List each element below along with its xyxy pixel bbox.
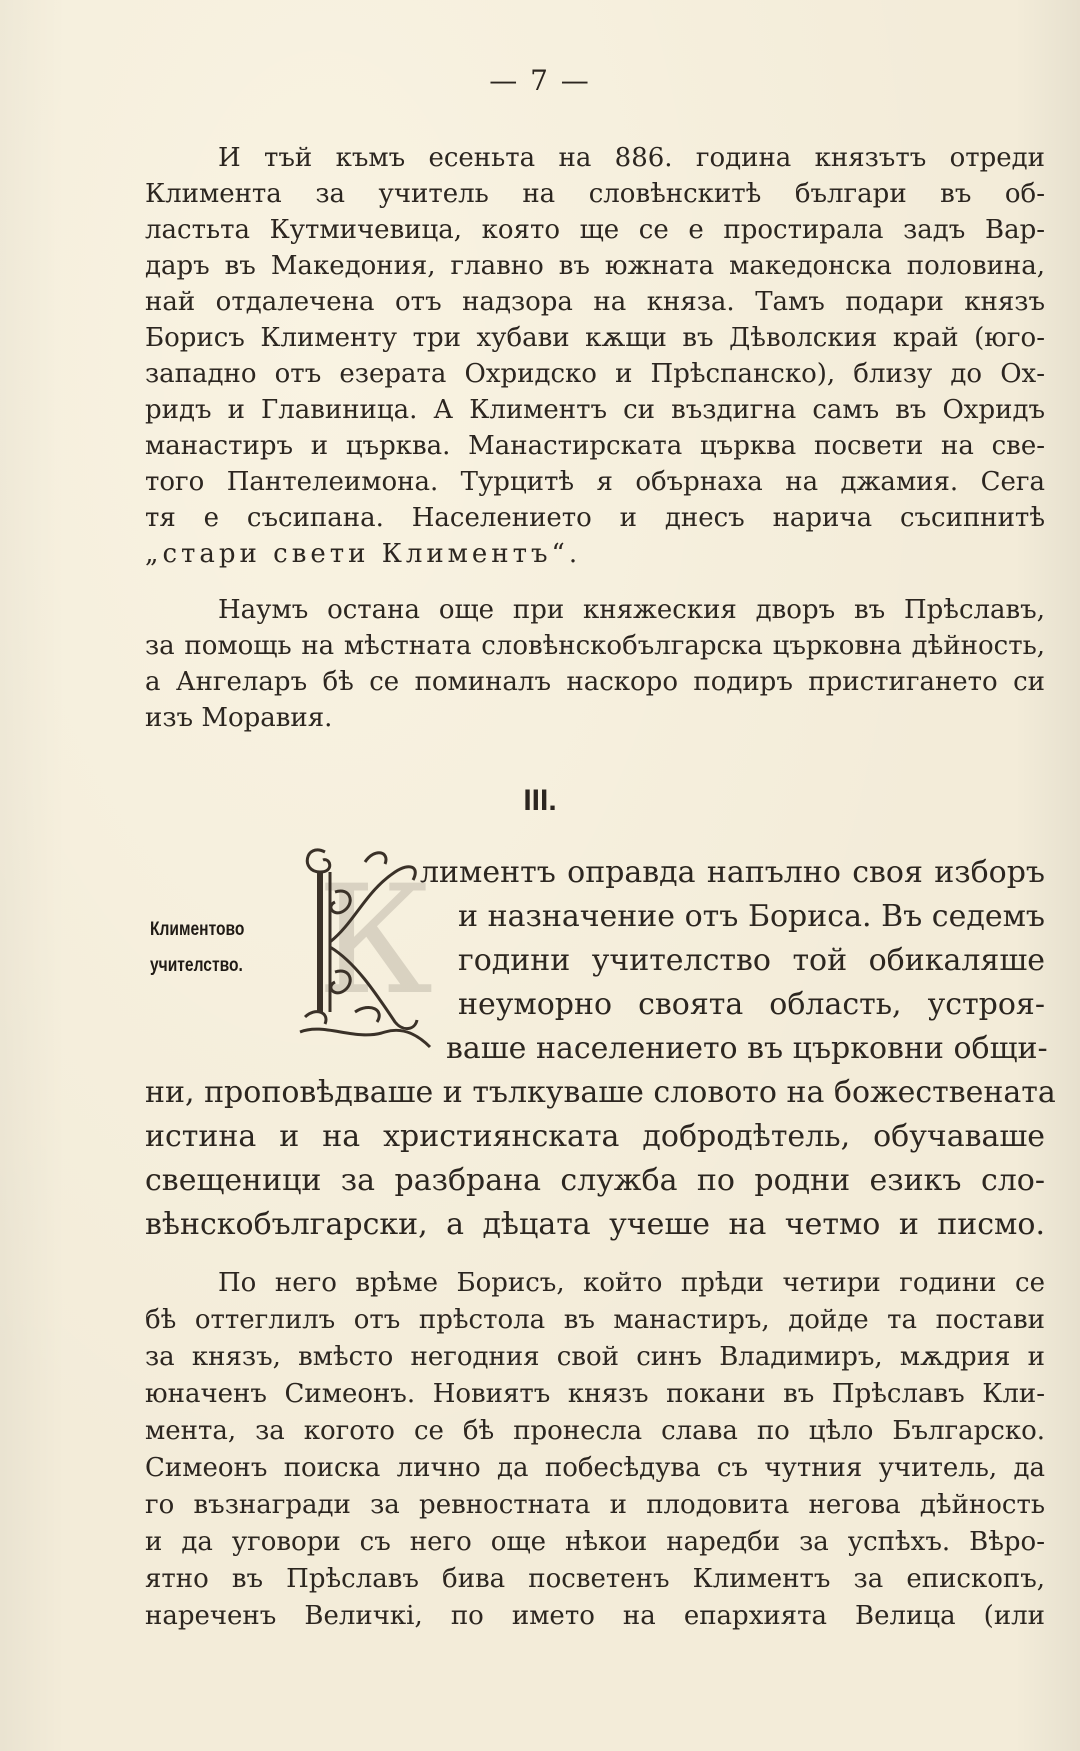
text-line: Наумъ остана още при княжеския дворъ въ Прѣславъ, — [218, 595, 1045, 625]
text-line: ни, проповѣдваше и тълкуваше словото на божествената — [145, 1075, 1056, 1110]
text-line: свещеници за разбрана служба по родни езикъ сло- — [145, 1163, 1045, 1198]
text-line: бѣ оттеглилъ отъ прѣстола въ манастиръ, дойде та постави — [145, 1305, 1045, 1335]
text-line: за помощь на мѣстната словѣнскобългарска църковна дѣйность, — [145, 631, 1045, 661]
text-line: години учителство той обикаляше — [458, 943, 1045, 978]
text-line: лиментъ оправда напълно своя изборъ — [420, 855, 1045, 890]
margin-note-line: учителство. — [150, 955, 243, 976]
text-line: и назначение отъ Бориса. Въ седемъ — [458, 899, 1045, 934]
section-heading: III. — [523, 784, 557, 817]
text-line: Борисъ Клименту три хубави кѫщи въ Дѣволския край (юго- — [145, 323, 1045, 353]
text-line: ридъ и Главиница. А Климентъ си въздигна самъ въ Охридъ — [145, 395, 1045, 425]
text-line: Симеонъ поиска лично да побесѣдува съ чутния учитель, да — [145, 1453, 1045, 1483]
ornamental-drop-cap — [295, 832, 435, 1062]
text-line: того Пантелеимона. Турцитѣ я обърнаха на джамия. Сега — [145, 467, 1045, 497]
text-line: По него врѣме Борисъ, който прѣди четири години се — [218, 1268, 1045, 1298]
text-line: ластьта Кутмичевица, която ще се е простирала задъ Вар- — [145, 215, 1045, 245]
text-line: ваше населението въ църковни общи- — [446, 1031, 1048, 1066]
text-line: истина и на християнската добродѣтель, обучаваше — [145, 1119, 1045, 1154]
text-line: манастиръ и църква. Манастирската църква посвети на све- — [145, 431, 1045, 461]
drop-cap-letter: К — [317, 854, 434, 1028]
page-number: — 7 — — [489, 64, 591, 97]
text-line: най отдалечена отъ надзора на княза. Тамъ подари князъ — [145, 287, 1045, 317]
drop-cap-ornament-icon — [295, 832, 435, 1062]
text-line: неуморно своята область, устроя- — [458, 987, 1045, 1022]
text-line: даръ въ Македония, главно въ южната македонска половина, — [145, 251, 1045, 281]
text-line: „стари свети Климентъ“. — [145, 539, 582, 569]
text-line: ятно въ Прѣславъ бива посветенъ Климентъ за епископъ, — [145, 1564, 1045, 1594]
text-line: го възнагради за ревностната и плодовита негова дѣйность — [145, 1490, 1045, 1520]
text-line: а Ангеларъ бѣ се поминалъ наскоро подиръ пристигането си — [145, 667, 1045, 697]
text-line: вѣнскобългарски, а дѣцата учеше на четмо и писмо. — [145, 1207, 1045, 1242]
text-line: Климента за учитель на словѣнскитѣ българи въ об- — [145, 179, 1045, 209]
margin-note-line: Климентово — [150, 919, 245, 940]
text-line: нареченъ Величкi, по името на епархията Велица (или — [145, 1601, 1045, 1631]
text-line: И тъй къмъ есеньта на 886. година князътъ отреди — [218, 143, 1045, 173]
text-line: мента, за когото се бѣ пронесла слава по цѣло Българско. — [145, 1416, 1045, 1446]
text-line: западно отъ езерата Охридско и Прѣспанско), близу до Ох- — [145, 359, 1045, 389]
text-line: тя е съсипана. Населението и днесъ нарича съсипнитѣ — [145, 503, 1045, 533]
text-line: юначенъ Симеонъ. Новиятъ князъ покани въ Прѣславъ Кли- — [145, 1379, 1045, 1409]
text-line: изъ Моравия. — [145, 703, 333, 733]
text-line: за князъ, вмѣсто негодния свой синъ Владимиръ, мѫдрия и — [145, 1342, 1045, 1372]
text-line: и да уговори съ него още нѣкои наредби за успѣхъ. Вѣро- — [145, 1527, 1045, 1557]
margin-note — [150, 912, 265, 984]
